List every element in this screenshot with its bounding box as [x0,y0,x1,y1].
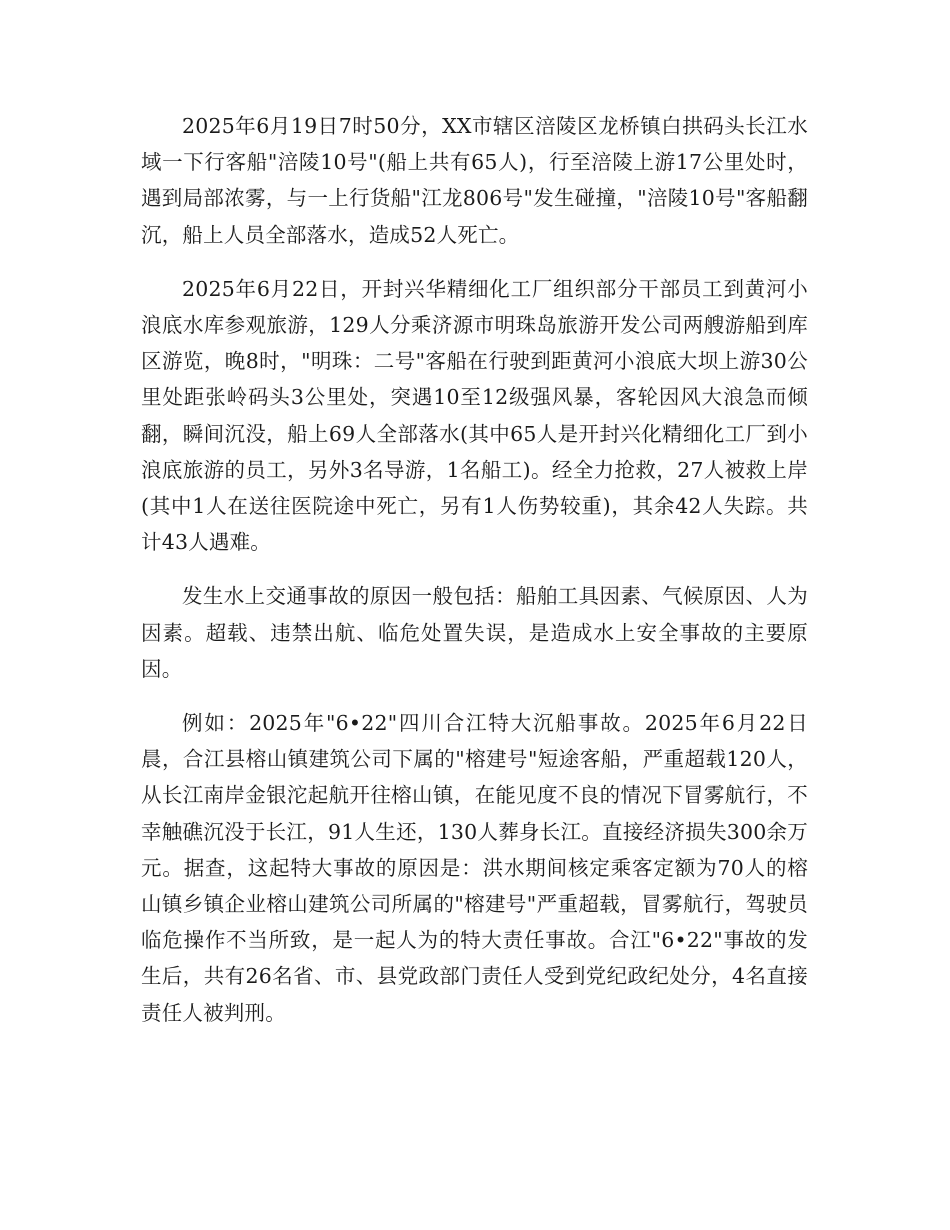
paragraph-hejiang-accident: 例如：2025年"6•22"四川合江特大沉船事故。2025年6月22日晨，合江县榕山镇建筑公司下属的"榕建号"短途客船，严重超载120人，从长江南岸金银沱起航开往榕山镇，在能见度不良的情况下冒雾航行，不幸触礁沉没于长江，91人生还，130人葬身长江。直接经济损失300余万元。据查，这起特大事故的原因是：洪水期间核定乘客定额为70人的榕山镇乡镇企业榕山建筑公司所属的"榕建号"严重超载，冒雾航行，驾驶员临危操作不当所致，是一起人为的特大责任事故。合江"6•22"事故的发生后，共有26名省、市、县党政部门责任人受到党纪政纪处分，4名直接责任人被判刑。 [141,711,808,1025]
paragraph-mingzhu-accident: 2025年6月22日，开封兴华精细化工厂组织部分干部员工到黄河小浪底水库参观旅游，129人分乘济源市明珠岛旅游开发公司两艘游船到库区游览，晚8时，"明珠：二号"客船在行驶到距黄河小浪底大坝上游30公里处距张岭码头3公里处，突遇10至12级强风暴，客轮因风大浪急而倾翻，瞬间沉没，船上69人全部落水(其中65人是开封兴化精细化工厂到小浪底旅游的员工，另外3名导游，1名船工)。经全力抢救，27人被救上岸(其中1人在送往医院途中死亡，另有1人伤势较重)，其余42人失踪。共计43人遇难。 [141,276,808,555]
paragraph-accident-causes: 发生水上交通事故的原因一般包括：船舶工具因素、气候原因、人为因素。超载、违禁出航、临危处置失误，是造成水上安全事故的主要原因。 [141,584,808,681]
document-body [141,108,808,1049]
paragraph-fuling-accident: 2025年6月19日7时50分，XX市辖区涪陵区龙桥镇白拱码头长江水域一下行客船"涪陵10号"(船上共有65人)，行至涪陵上游17公里处时，遇到局部浓雾，与一上行货船"江龙806号"发生碰撞，"涪陵10号"客船翻沉，船上人员全部落水，造成52人死亡。 [141,114,808,247]
